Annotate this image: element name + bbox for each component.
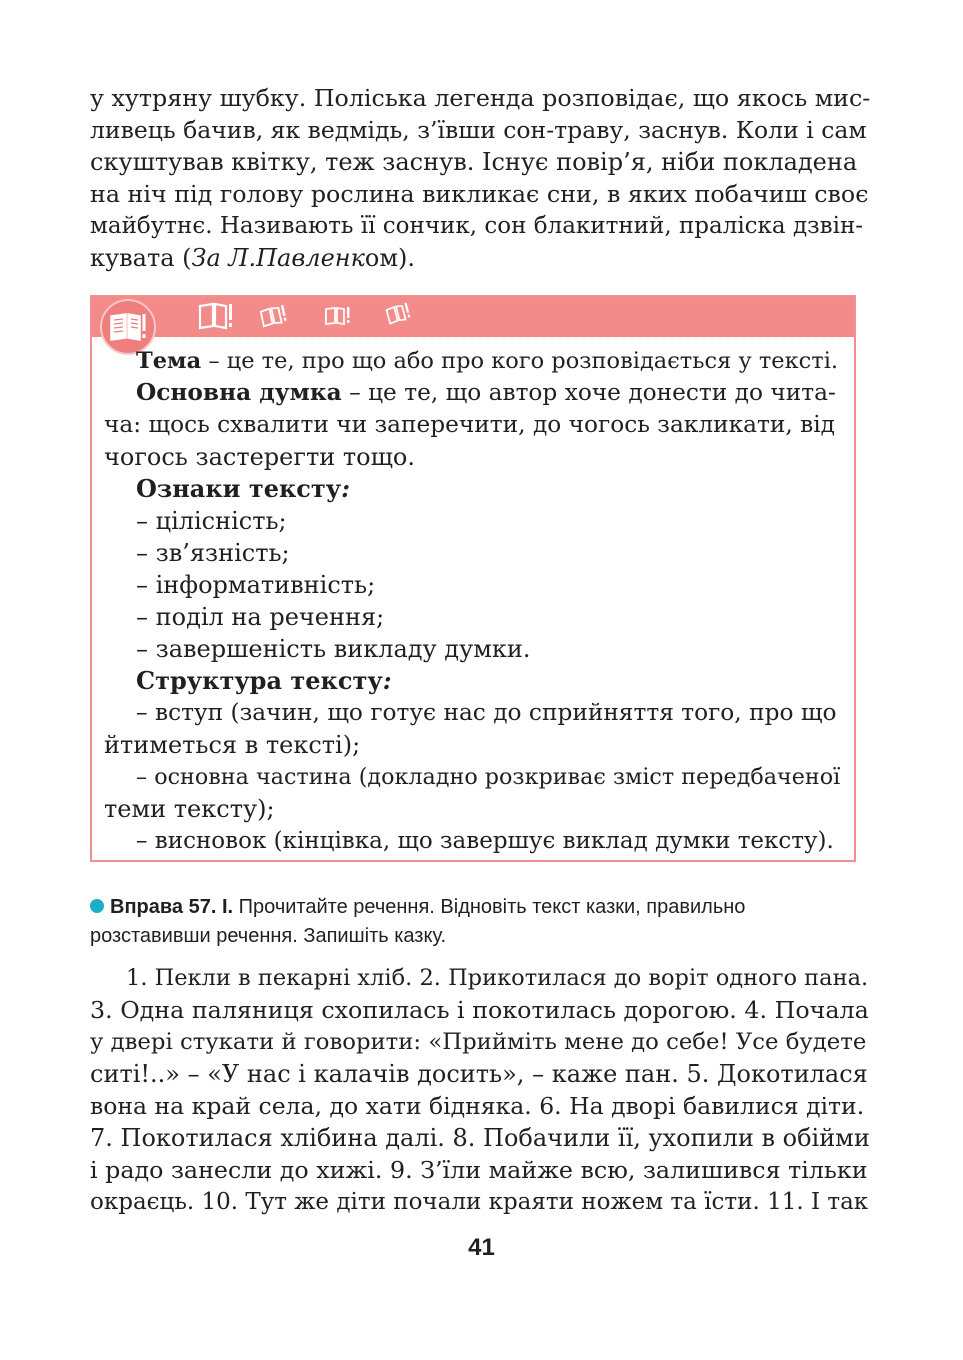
feature-item: – поділ на речення; [136,603,385,631]
exercise-bullet-icon [90,899,104,913]
story-line: у двері стукати й говорити: «Прийміть мене до себе! Усе будете [90,1029,867,1055]
rule-box [90,295,856,862]
story-line: вона на край села, до хати бідняка. 6. На дворі бавилися діти. [90,1092,865,1120]
intro-line: майбутнє. Називають її сончик, сон блакитний, праліска дзвін- [90,213,864,239]
definition-main-idea [136,377,836,409]
story-line: 1. Пекли в пекарні хліб. 2. Прикотилася до воріт одного пана. [126,965,869,991]
term: Тема [136,348,202,374]
story-line: і радо занесли до хижі. 9. З’їли майже всю, залишився тільки [90,1156,868,1184]
feature-item: – зв’язність; [136,539,290,567]
exercise-task [90,893,860,951]
structure-item: – основна частина (докладно розкриває зміст передбаченої [136,764,841,790]
feature-item: – інформативність; [136,571,376,599]
structure-item: йтиметься в тексті); [104,731,361,759]
exercise-instruction: Прочитайте речення. Відновіть текст казки, правильно розставивши речення. Запишіть казку. [90,896,746,947]
structure-item: – висновок (кінцівка, що завершує виклад думки тексту). [136,828,834,854]
book-exclamation-icon [198,301,234,335]
structure-heading: Структура тексту: [136,666,392,695]
definition-line: чогось застерегти тощо. [104,443,415,471]
story-line: ситі!..» – «У нас і калачів досить», – каже пан. 5. Докотилася [90,1060,868,1088]
definition-theme [136,345,838,377]
heading-text: Ознаки тексту [136,474,342,503]
story-line: 7. Покотилася хлібина далі. 8. Побачили її, ухопили в обійми [90,1124,870,1152]
heading-text: Структура тексту [136,666,383,695]
definition: – це те, про що або про кого розповідається у тексті. [201,348,839,374]
source-attribution: За Л.Павленк [191,244,365,272]
features-heading: Ознаки тексту: [136,474,351,503]
structure-item: теми тексту); [104,795,275,823]
intro-text: ом). [364,244,416,272]
intro-line: на ніч під голову рослина викликає сни, в яких побачиш своє [90,180,869,208]
exercise-part: І. [221,896,234,918]
story-line: 3. Одна паляниця схопилась і покотилась дорогою. 4. Почала [90,996,869,1024]
intro-line-last [90,242,857,274]
feature-item: – завершеність викладу думки. [136,635,531,663]
exercise-title: Вправа 57. [110,896,217,918]
intro-line: у хутряну шубку. Поліська легенда розповідає, що якось мис- [90,84,871,112]
intro-line: ливець бачив, як ведмідь, з’ївши сон-траву, заснув. Коли і сам [90,116,867,144]
page-number: 41 [468,1234,495,1261]
intro-text: кувата ( [90,244,192,272]
feature-item: – цілісність; [136,507,287,535]
book-exclamation-icon [386,303,412,329]
structure-item: – вступ (зачин, що готує нас до сприйняття того, про що [136,699,837,726]
definition-line: ча: щось схвалити чи заперечити, до чогось закликати, від [104,411,835,438]
story-line: окраєць. 10. Тут же діти почали краяти ножем та їсти. 11. І так [90,1189,869,1215]
book-exclamation-icon [324,305,352,331]
term: Основна думка [136,379,342,406]
definition: – це те, що автор хоче донести до чита- [341,379,836,406]
intro-line: скуштував квітку, теж заснув. Існує повір’я, ніби покладена [90,148,858,176]
book-exclamation-icon [260,305,288,331]
